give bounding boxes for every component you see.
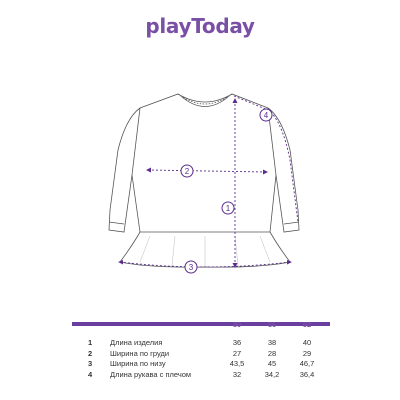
row-value: 27: [232, 348, 242, 358]
size-86: 86: [267, 320, 277, 329]
row-value: 38: [267, 338, 277, 348]
row-value: 43,5: [229, 359, 245, 369]
size-92: 92: [302, 320, 312, 329]
marker-3: [185, 261, 197, 273]
row-name: Длина рукава с плечом: [110, 369, 192, 379]
row-value: 45: [267, 359, 277, 369]
brand-logo: playToday: [145, 14, 255, 38]
table-row: [72, 370, 330, 380]
marker-1: [222, 202, 234, 214]
size-table: [72, 322, 330, 380]
row-value: 36: [232, 338, 242, 348]
size-80: 80: [232, 320, 242, 329]
row-value: 34,2: [264, 369, 280, 379]
row-value: 40: [302, 338, 312, 348]
row-value: 36,4: [299, 369, 315, 379]
table-row: [72, 338, 330, 348]
garment-sketch: [109, 94, 299, 267]
marker-2: [181, 165, 193, 177]
marker-4: [260, 109, 272, 121]
row-value: 32: [232, 369, 242, 379]
row-value: 46,7: [299, 359, 315, 369]
svg-text:3: 3: [188, 263, 194, 272]
row-value: 29: [302, 348, 312, 358]
row-number: 4: [88, 369, 93, 379]
size-header-row: [72, 320, 330, 338]
row-number: 3: [88, 359, 93, 369]
neckline: [178, 94, 232, 104]
table-row: [72, 359, 330, 369]
measurement-lines: [120, 96, 298, 267]
row-name: Ширина по низу: [110, 359, 166, 369]
table-row: [72, 349, 330, 359]
row-value: 28: [267, 348, 277, 358]
svg-text:1: 1: [225, 204, 231, 213]
svg-text:4: 4: [263, 111, 269, 120]
row-number: 1: [88, 338, 93, 348]
row-name: Ширина по груди: [110, 348, 170, 358]
chest-line: [148, 170, 266, 172]
row-number: 2: [88, 348, 93, 358]
row-name: Длина изделия: [110, 338, 163, 348]
svg-text:2: 2: [184, 167, 190, 176]
